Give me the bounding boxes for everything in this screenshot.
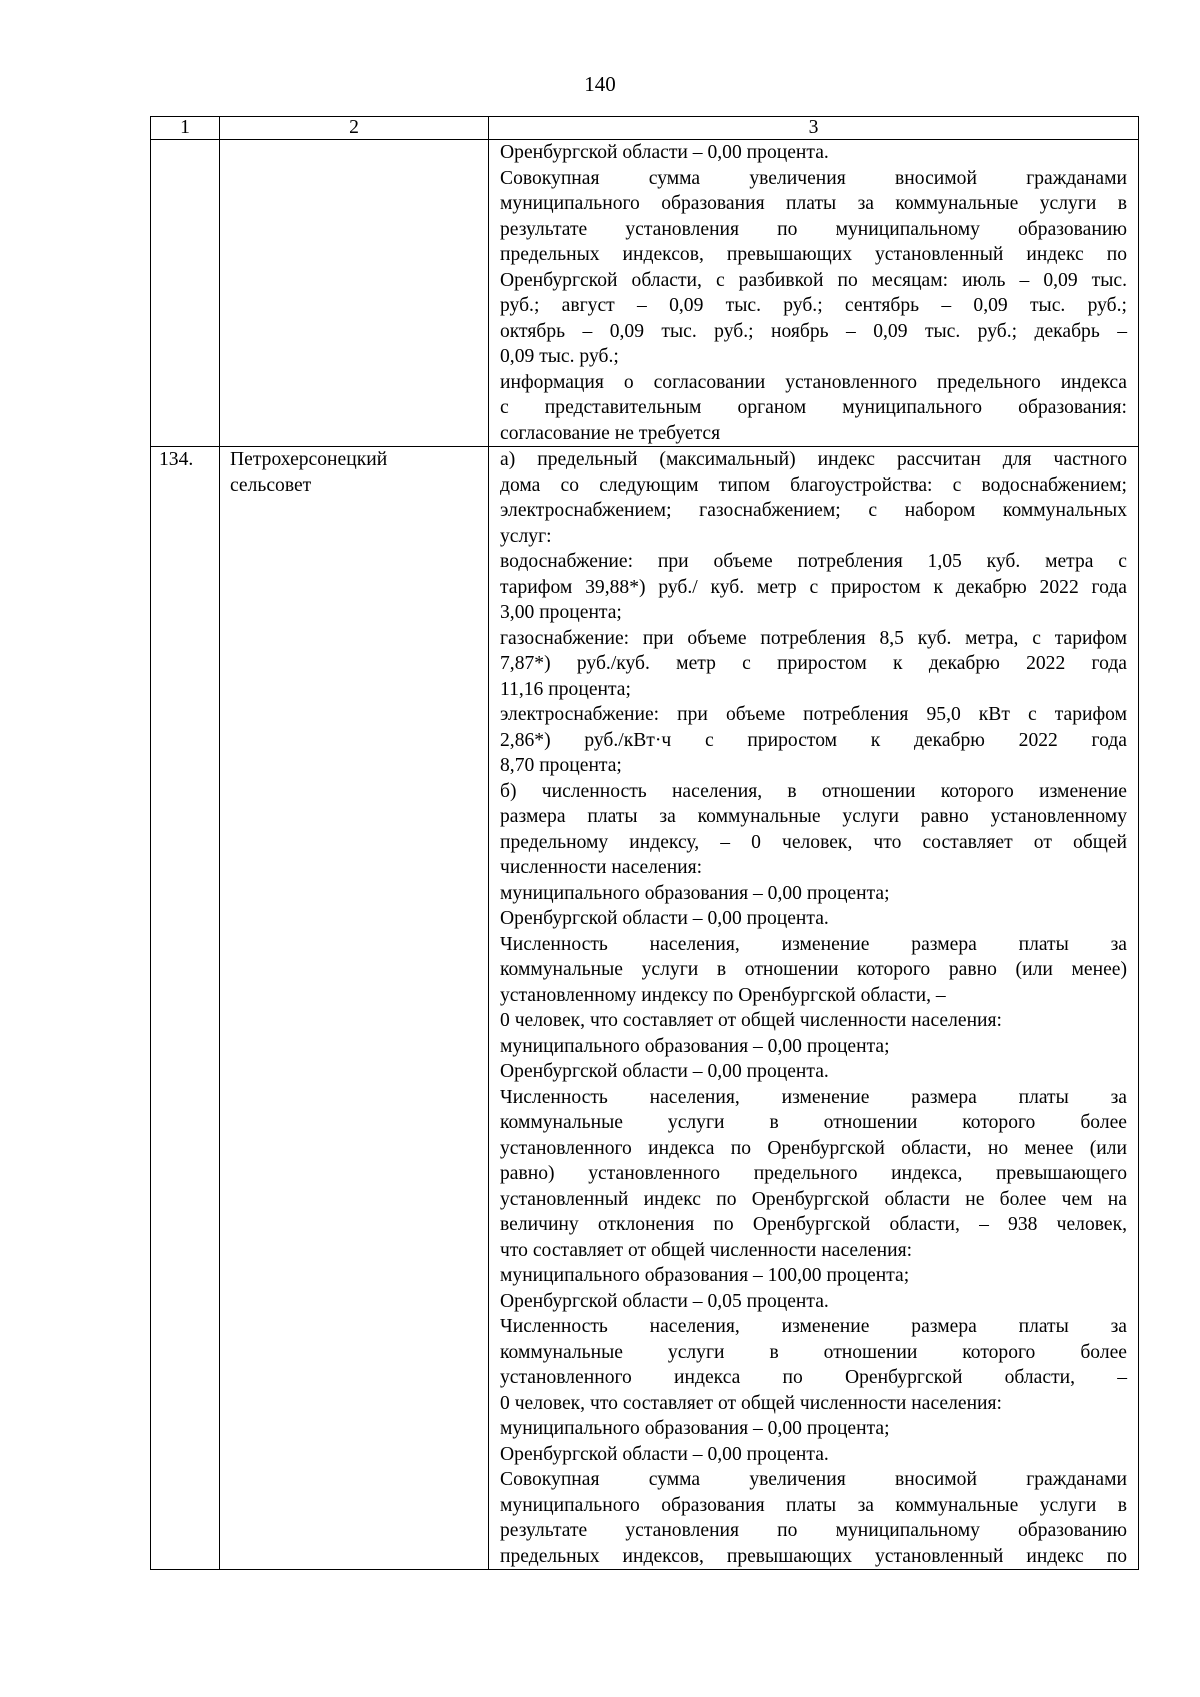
table-header-row (151, 117, 1139, 140)
text-line: водоснабжение: при объеме потребления 1,05 куб. метра с (500, 551, 1127, 572)
text-line: муниципального образования – 0,00 процента; (500, 1418, 890, 1439)
header-col-1: 1 (151, 117, 220, 140)
text-line: Оренбургской области – 0,00 процента. (500, 1443, 829, 1465)
municipality-name-line: Петрохерсонецкий (230, 449, 388, 470)
row-number-cell (151, 140, 220, 447)
description-cell (489, 447, 1139, 1570)
text-line: предельных индексов, превышающих установленный индекс по (500, 244, 1127, 265)
text-line: Оренбургской области – 0,00 процента. (500, 1061, 829, 1082)
text-line: 2,86*) руб./кВт·ч с приростом к декабрю 2022 года (500, 729, 1127, 751)
page-number: 140 (584, 72, 616, 96)
text-line: а) предельный (максимальный) индекс рассчитан для частного (500, 449, 1127, 470)
text-line: Совокупная сумма увеличения вносимой гражданами (500, 1469, 1127, 1490)
description-cell (489, 140, 1139, 447)
text-line: услуг: (500, 525, 552, 547)
header-col-3: 3 (489, 117, 1139, 140)
text-line: Оренбургской области – 0,05 процента. (500, 1290, 829, 1312)
table-row (151, 447, 1139, 1570)
table-row (151, 140, 1139, 447)
text-line: муниципального образования платы за коммунальные услуги в (500, 1494, 1127, 1516)
text-line: Численность населения, изменение размера платы за (500, 933, 1127, 955)
text-line: электроснабжение: при объеме потребления 95,0 кВт с тарифом (500, 704, 1127, 725)
text-line: муниципального образования платы за коммунальные услуги в (500, 193, 1127, 214)
municipality-name-cell (220, 140, 489, 447)
data-table (150, 116, 1139, 1570)
text-line: б) численность населения, в отношении которого изменение (500, 780, 1127, 802)
text-line: установленного индекса по Оренбургской области, но менее (или (500, 1137, 1127, 1159)
text-line: размера платы за коммунальные услуги равно установленному (500, 806, 1127, 827)
text-line: муниципального образования – 0,00 процента; (500, 882, 890, 904)
text-line: руб.; август – 0,09 тыс. руб.; сентябрь – 0,09 тыс. руб.; (500, 295, 1127, 316)
text-line: результате установления по муниципальному образованию (500, 218, 1127, 240)
text-line: Оренбургской области – 0,00 процента. (500, 142, 829, 163)
text-line: 11,16 процента; (500, 678, 631, 700)
text-line: 3,00 процента; (500, 602, 622, 623)
text-line: предельному индексу, – 0 человек, что составляет от общей (500, 831, 1127, 853)
text-line: Численность населения, изменение размера платы за (500, 1086, 1127, 1108)
text-line: Оренбургской области, с разбивкой по месяцам: июль – 0,09 тыс. (500, 269, 1127, 291)
text-line: коммунальные услуги в отношении которого равно (или менее) (500, 959, 1127, 980)
text-line: Численность населения, изменение размера платы за (500, 1316, 1127, 1337)
text-line: муниципального образования – 100,00 процента; (500, 1265, 910, 1286)
text-line: Совокупная сумма увеличения вносимой гражданами (500, 167, 1127, 189)
municipality-name-line: сельсовет (230, 474, 312, 496)
text-line: дома со следующим типом благоустройства: с водоснабжением; (500, 474, 1127, 496)
text-line: тарифом 39,88*) руб./ куб. метр с приростом к декабрю 2022 года (500, 576, 1127, 598)
text-line: октябрь – 0,09 тыс. руб.; ноябрь – 0,09 тыс. руб.; декабрь – (500, 320, 1127, 342)
text-line: электроснабжением; газоснабжением; с набором коммунальных (500, 500, 1127, 521)
text-line: численности населения: (500, 857, 703, 878)
text-line: 0 человек, что составляет от общей численности населения: (500, 1010, 1003, 1031)
text-line: установленному индексу по Оренбургской области, – (500, 984, 946, 1006)
text-line: информация о согласовании установленного предельного индекса (500, 371, 1127, 393)
text-line: 8,70 процента; (500, 755, 622, 776)
text-line: Оренбургской области – 0,00 процента. (500, 908, 829, 929)
text-line: 0,09 тыс. руб.; (500, 346, 619, 367)
header-col-2: 2 (220, 117, 489, 140)
text-line: установленного индекса по Оренбургской области, – (500, 1367, 1127, 1388)
text-line: величину отклонения по Оренбургской области, – 938 человек, (500, 1214, 1127, 1235)
text-line: 0 человек, что составляет от общей численности населения: (500, 1392, 1003, 1414)
text-line: коммунальные услуги в отношении которого более (500, 1112, 1127, 1133)
text-line: с представительным органом муниципального образования: (500, 397, 1127, 418)
municipality-name-cell (220, 447, 489, 1570)
text-line: коммунальные услуги в отношении которого более (500, 1341, 1127, 1363)
text-line: равно) установленного предельного индекса, превышающего (500, 1163, 1127, 1184)
text-line: муниципального образования – 0,00 процента; (500, 1035, 890, 1057)
text-line: предельных индексов, превышающих установленный индекс по (500, 1545, 1127, 1567)
text-line: установленный индекс по Оренбургской области не более чем на (500, 1188, 1127, 1210)
row-number-cell: 134. (151, 447, 220, 1570)
text-line: газоснабжение: при объеме потребления 8,5 куб. метра, с тарифом (500, 627, 1127, 649)
text-line: 7,87*) руб./куб. метр с приростом к декабрю 2022 года (500, 653, 1127, 674)
text-line: результате установления по муниципальному образованию (500, 1520, 1127, 1541)
text-line: что составляет от общей численности населения: (500, 1239, 913, 1261)
text-line: согласование не требуется (500, 422, 721, 444)
